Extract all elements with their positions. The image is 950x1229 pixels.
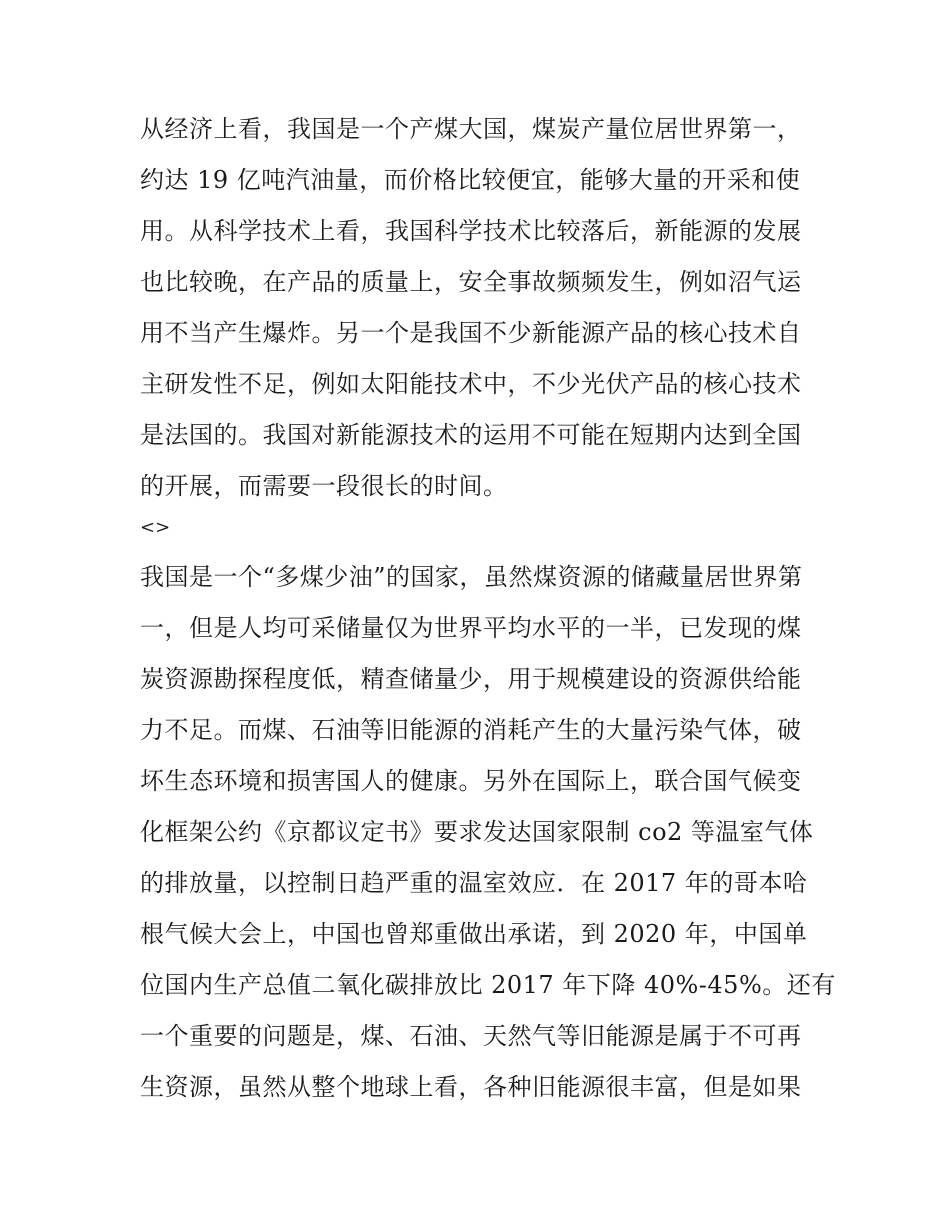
paragraph-1-line-8: 的开展，而需要一段很长的时间。 [140,472,508,500]
paragraph-1-line-1: 从经济上看，我国是一个产煤大国，煤炭产量位居世界第一， [140,115,802,143]
paragraph-2-line-10: 一个重要的问题是，煤、石油、天然气等旧能源是属于不可再 [140,1022,802,1050]
paragraph-2-line-11: 生资源，虽然从整个地球上看，各种旧能源很丰富，但是如果 [140,1073,802,1101]
paragraph-1-line-6: 主研发性不足，例如太阳能技术中，不少光伏产品的核心技术 [140,370,802,398]
paragraph-1-line-3: 用。从科学技术上看，我国科学技术比较落后，新能源的发展 [140,217,802,245]
paragraph-2-line-3: 炭资源勘探程度低，精查储量少，用于规模建设的资源供给能 [140,665,802,693]
section-marker: <> [140,517,171,538]
paragraph-2-line-5: 坏生态环境和损害国人的健康。另外在国际上，联合国气候变 [140,767,802,795]
paragraph-1-line-4: 也比较晚，在产品的质量上，安全事故频频发生，例如沼气运 [140,268,802,296]
paragraph-1-line-5: 用不当产生爆炸。另一个是我国不少新能源产品的核心技术自 [140,319,802,347]
paragraph-2-line-4: 力不足。而煤、石油等旧能源的消耗产生的大量污染气体，破 [140,716,802,744]
paragraph-2-line-1: 我国是一个“多煤少油”的国家，虽然煤资源的储藏量居世界第 [140,563,803,591]
paragraph-2-line-8: 根气候大会上，中国也曾郑重做出承诺，到 2020 年，中国单 [140,920,808,948]
paragraph-2-line-9: 位国内生产总值二氧化碳排放比 2017 年下降 40%-45%。还有 [140,971,836,999]
paragraph-2-line-7: 的排放量，以控制日趋严重的温室效应．在 2017 年的哥本哈 [140,869,808,897]
paragraph-2-line-6: 化框架公约《京都议定书》要求发达国家限制 co2 等温室气体 [140,818,814,846]
paragraph-1-line-2: 约达 19 亿吨汽油量，而价格比较便宜，能够大量的开采和使 [140,166,801,194]
paragraph-1-line-7: 是法国的。我国对新能源技术的运用不可能在短期内达到全国 [140,421,802,449]
paragraph-2-line-2: 一，但是人均可采储量仅为世界平均水平的一半，已发现的煤 [140,614,802,642]
